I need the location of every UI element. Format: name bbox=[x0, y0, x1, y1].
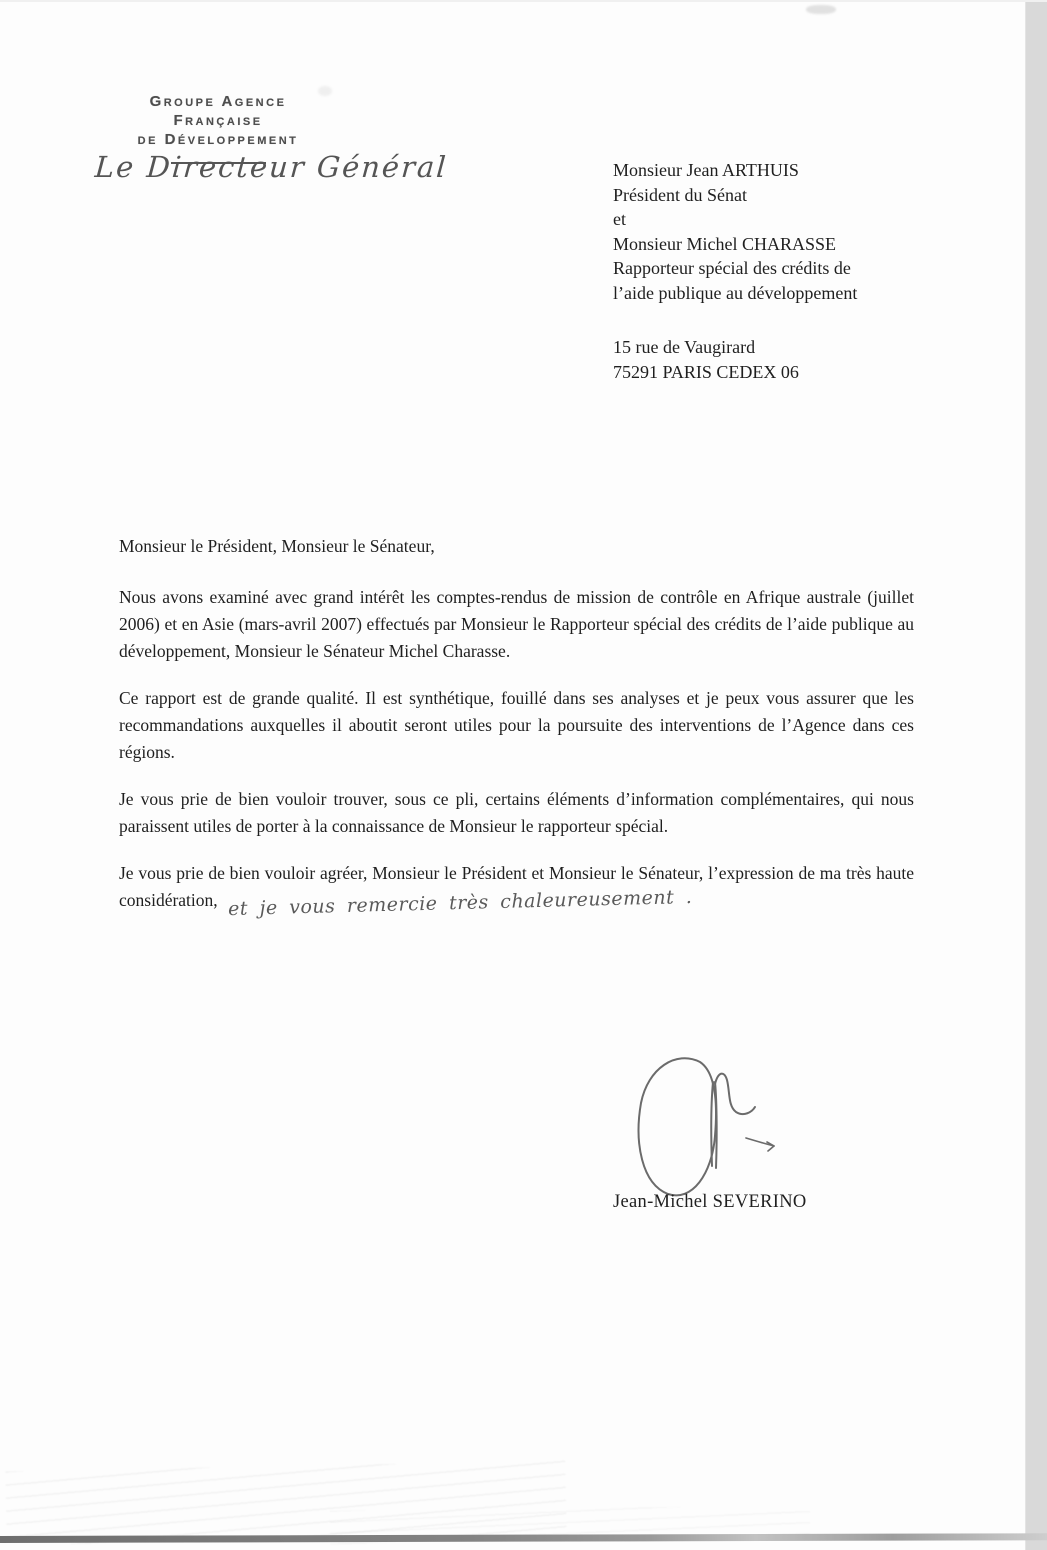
paragraph-4 bbox=[119, 860, 914, 921]
organization-name-line2: de Développement bbox=[137, 131, 299, 148]
paragraph-2: Ce rapport est de grande qualité. Il est synthétique, fouillé dans ses analyses et je peux vous assurer que les recommandations auxquelles il aboutit seront utiles pour la poursuite des interventions de l’Agence dans ces régions. bbox=[119, 688, 914, 762]
signatory-name: Jean-Michel SEVERINO bbox=[613, 1192, 807, 1212]
scan-artifact-paper-edge bbox=[0, 1533, 1047, 1543]
recipient-line: et bbox=[613, 209, 626, 229]
address-line: 15 rue de Vaugirard bbox=[613, 337, 756, 357]
recipient-line: l’aide publique au développement bbox=[613, 282, 858, 303]
signature-area bbox=[618, 1048, 828, 1208]
paragraph-1: Nous avons examiné avec grand intérêt les comptes-rendus de mission de contrôle en Afrique australe (juillet 2006) et en Asie (mars-avril 2007) effectués par Monsieur le Rapporteur spécial des crédits de l’aide publique au développement, Monsieur le Sénateur Michel Charasse. bbox=[119, 587, 914, 661]
recipient-line: Président du Sénat bbox=[613, 184, 747, 205]
organization-name-line1: Groupe Agence Française bbox=[149, 93, 287, 129]
scan-artifact-top-edge bbox=[0, 0, 1047, 2]
paragraph-3: Je vous prie de bien vouloir trouver, sous ce pli, certains éléments d’information complémentaires, qui nous paraissent utiles de porter à la connaissance de Monsieur le rapporteur spécial. bbox=[119, 789, 914, 836]
signature-scribble bbox=[618, 1048, 828, 1208]
scan-artifact-right-band bbox=[1025, 2, 1047, 1550]
recipient-line: Rapporteur spécial des crédits de bbox=[613, 258, 851, 278]
recipient-line: Monsieur Michel CHARASSE bbox=[613, 233, 837, 254]
address-line: 75291 PARIS CEDEX 06 bbox=[613, 361, 799, 382]
handwritten-note: et je vous remercie très chaleureusement . bbox=[227, 885, 693, 921]
closing-typed-text: Je vous prie de bien vouloir agréer, Monsieur le Président et Monsieur le Sénateur, l’expression de ma très haute considération, bbox=[119, 863, 914, 910]
letter-body bbox=[119, 533, 914, 934]
salutation: Monsieur le Président, Monsieur le Sénateur, bbox=[119, 536, 435, 556]
recipient-address bbox=[613, 335, 799, 384]
recipient-line: Monsieur Jean ARTHUIS bbox=[613, 160, 799, 180]
scan-artifact-speck bbox=[806, 5, 836, 14]
sender-title: Le Directeur Général bbox=[93, 150, 449, 184]
recipient-block bbox=[613, 158, 857, 305]
